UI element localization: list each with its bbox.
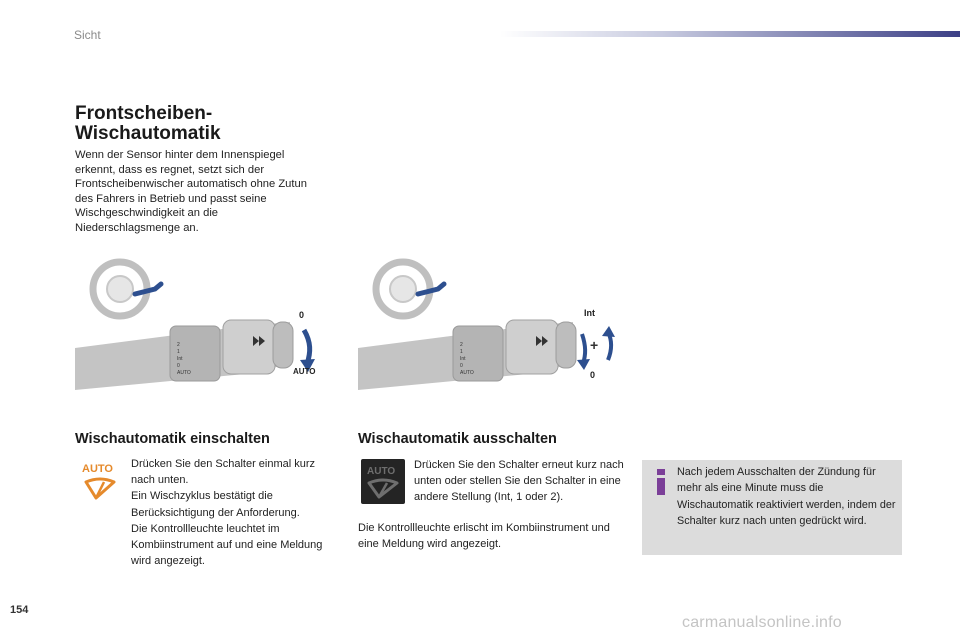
auto-wiper-indicator-icon bbox=[80, 460, 120, 504]
stalk-scale-label: 2 1 Int 0 AUTO bbox=[460, 342, 474, 376]
stalk-scale-label: 2 1 Int 0 AUTO bbox=[177, 342, 191, 376]
auto-wiper-off-icon bbox=[361, 459, 405, 504]
auto-wiper-off-indicator bbox=[361, 459, 405, 504]
wiper-stalk bbox=[75, 320, 293, 390]
stalk-illustration-auto-on bbox=[75, 256, 330, 396]
auto-on-confirm: Ein Wischzyklus bestätigt die Berücksichtigung der Anforderung. bbox=[131, 490, 300, 519]
auto-on-indicator: Die Kontrollleuchte leuchtet im Kombiinstrument auf und eine Meldung wird angezeigt. bbox=[131, 522, 323, 568]
watermark: carmanualsonline.info bbox=[682, 614, 842, 631]
zero-label: 0 bbox=[590, 370, 596, 380]
heading-auto-off: Wischautomatik ausschalten bbox=[358, 431, 557, 447]
auto-indicator-label: AUTO bbox=[82, 463, 113, 475]
wiper-stalk bbox=[358, 320, 576, 390]
stalk-illustration-auto-off bbox=[358, 256, 620, 396]
auto-on-instructions bbox=[131, 456, 331, 569]
page-title: Frontscheiben- Wischautomatik bbox=[75, 103, 221, 144]
steering-wheel-icon bbox=[376, 262, 444, 316]
header-gradient-bar bbox=[500, 31, 960, 37]
steering-wheel-icon bbox=[93, 262, 161, 316]
arrow-down-icon bbox=[300, 330, 315, 372]
page-number: 154 bbox=[10, 604, 29, 616]
svg-text:+: + bbox=[590, 337, 599, 353]
arrows-up-down-icon bbox=[577, 326, 615, 370]
heading-auto-on: Wischautomatik einschalten bbox=[75, 431, 270, 447]
info-icon bbox=[652, 469, 670, 495]
info-box bbox=[642, 460, 902, 555]
info-text: Nach jedem Ausschalten der Zündung für mehr als eine Minute muss die Wischautomatik reaktiviert werden, indem der Schalter kurz nach unten gedrückt wird. bbox=[677, 466, 896, 527]
auto-off-indicator-text: Die Kontrollleuchte erlischt im Kombiinstrument und eine Meldung wird angezeigt. bbox=[358, 522, 610, 550]
auto-off-indicator-label: AUTO bbox=[367, 466, 396, 477]
int-label: Int bbox=[584, 308, 595, 318]
auto-off-instructions: Drücken Sie den Schalter erneut kurz nach unten oder stellen Sie den Schalter in eine andere Stellung (Int, 1 oder 2). bbox=[414, 459, 624, 503]
intro-paragraph: Wenn der Sensor hinter dem Innenspiegel erkennt, dass es regnet, setzt sich der Frontscheibenwischer automatisch ohne Zutun des Fahrers in Betrieb und passt seine Wischgeschwindigkeit an die Niederschlagsmenge an. bbox=[75, 149, 307, 234]
auto-label: AUTO bbox=[293, 367, 316, 376]
section-label: Sicht bbox=[74, 28, 101, 42]
auto-on-step: Drücken Sie den Schalter einmal kurz nach unten. bbox=[131, 458, 316, 487]
zero-label: 0 bbox=[299, 310, 305, 320]
